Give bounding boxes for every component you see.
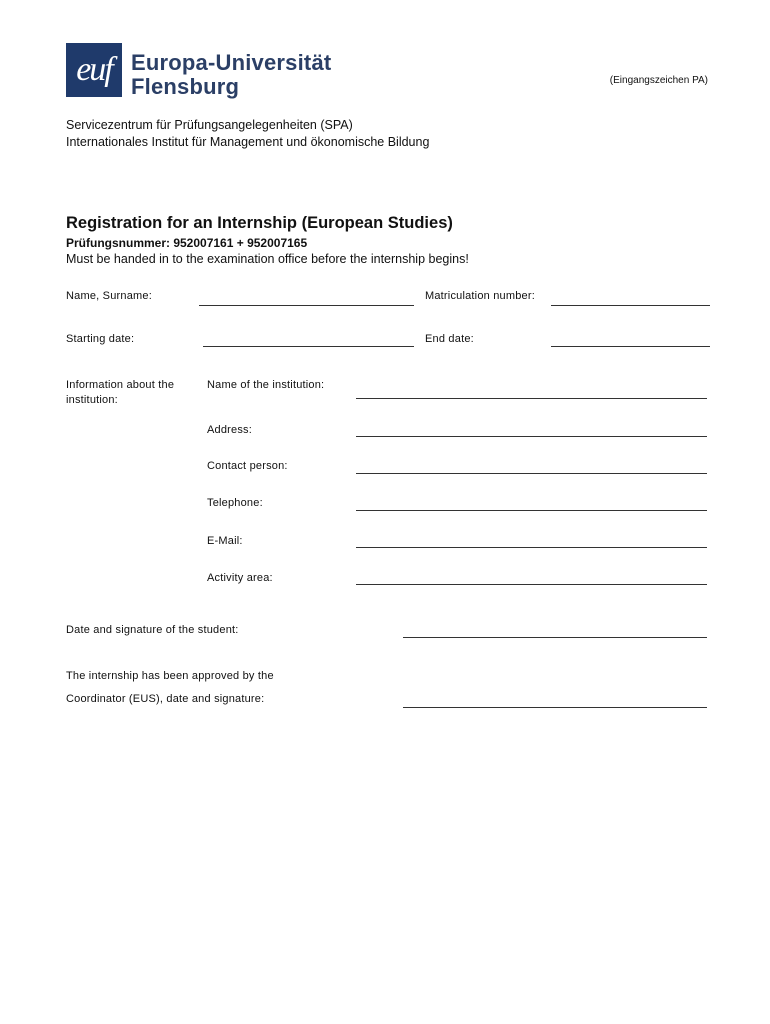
matriculation-label: Matriculation number: bbox=[425, 290, 535, 302]
approval-label-line1: The internship has been approved by the bbox=[66, 670, 274, 682]
university-logo-mark: euf bbox=[66, 43, 122, 97]
end-date-field[interactable] bbox=[551, 346, 710, 347]
institution-info-label-line2: institution: bbox=[66, 394, 118, 406]
email-field[interactable] bbox=[356, 547, 707, 548]
contact-person-field[interactable] bbox=[356, 473, 707, 474]
activity-area-field[interactable] bbox=[356, 584, 707, 585]
coordinator-signature-field[interactable] bbox=[403, 707, 707, 708]
telephone-field[interactable] bbox=[356, 510, 707, 511]
form-title: Registration for an Internship (European Studies) bbox=[66, 214, 453, 232]
institution-name-field[interactable] bbox=[356, 398, 707, 399]
exam-number: Prüfungsnummer: 952007161 + 952007165 bbox=[66, 236, 308, 250]
department-line1: Servicezentrum für Prüfungsangelegenheiten (SPA) bbox=[66, 118, 353, 132]
reference-field-label: (Eingangszeichen PA) bbox=[609, 75, 708, 86]
address-label: Address: bbox=[207, 424, 253, 436]
submission-note: Must be handed in to the examination office before the internship begins! bbox=[66, 252, 469, 266]
student-signature-field[interactable] bbox=[403, 637, 707, 638]
name-field[interactable] bbox=[199, 305, 414, 306]
activity-area-label: Activity area: bbox=[207, 572, 273, 584]
name-label: Name, Surname: bbox=[66, 290, 152, 302]
department-line2: Internationales Institut für Management und ökonomische Bildung bbox=[66, 135, 430, 149]
institution-name-label: Name of the institution: bbox=[207, 379, 325, 391]
email-label: E-Mail: bbox=[207, 535, 243, 547]
student-signature-label: Date and signature of the student: bbox=[66, 624, 239, 636]
address-field[interactable] bbox=[356, 436, 707, 437]
end-date-label: End date: bbox=[425, 333, 474, 345]
telephone-label: Telephone: bbox=[207, 497, 263, 509]
approval-label-line2: Coordinator (EUS), date and signature: bbox=[66, 693, 265, 705]
university-name bbox=[131, 51, 331, 99]
university-name-line2: Flensburg bbox=[131, 74, 240, 99]
contact-person-label: Contact person: bbox=[207, 460, 288, 472]
start-date-label: Starting date: bbox=[66, 333, 135, 345]
matriculation-field[interactable] bbox=[551, 305, 710, 306]
start-date-field[interactable] bbox=[203, 346, 414, 347]
university-name-line1: Europa-Universität bbox=[131, 50, 332, 75]
institution-info-label-line1: Information about the bbox=[66, 379, 175, 391]
